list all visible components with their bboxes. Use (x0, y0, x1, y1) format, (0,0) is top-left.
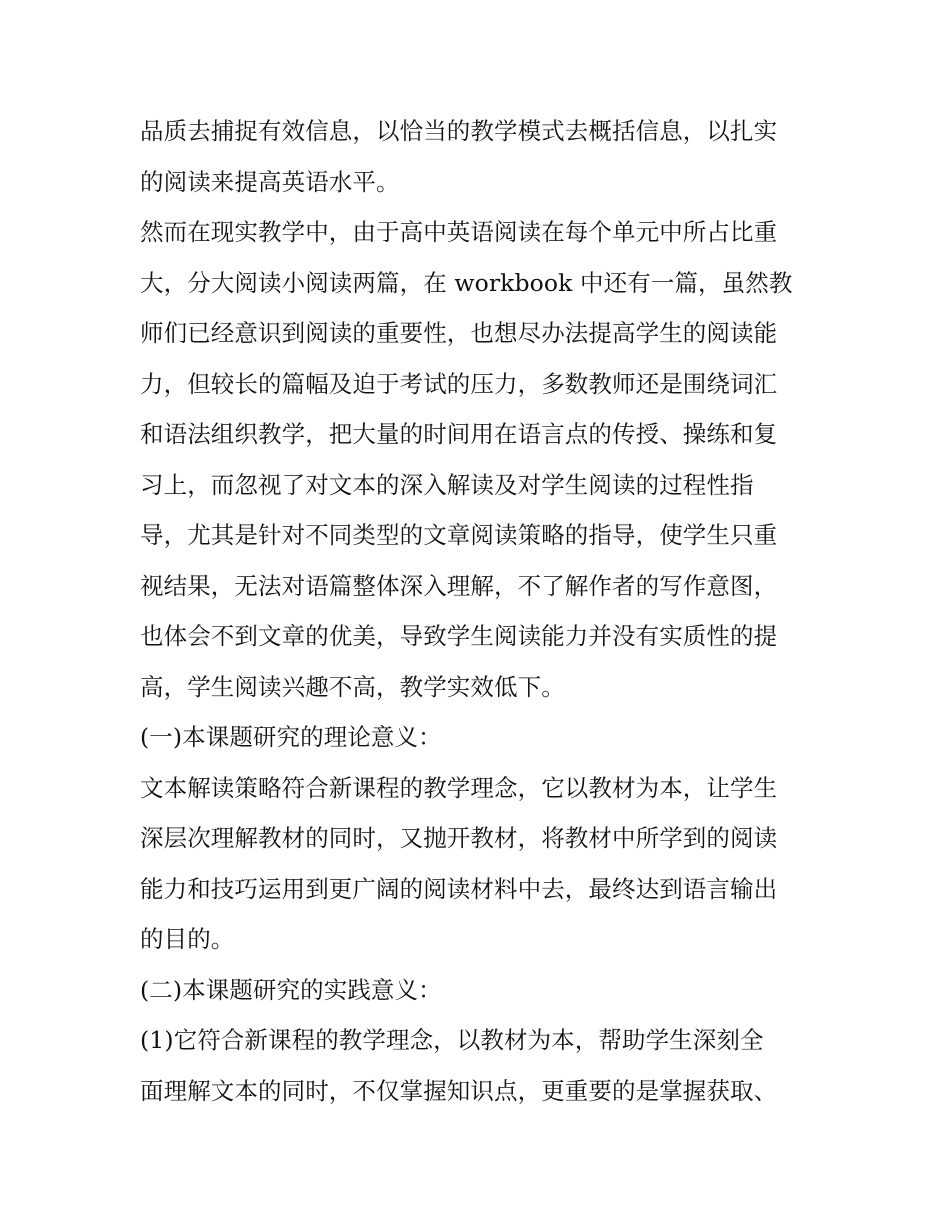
text-line-3: 然而在现实教学中，由于高中英语阅读在每个单元中所占比重 (140, 218, 778, 246)
text-line-8: 习上，而忽视了对文本的深入解读及对学生阅读的过程性指 (140, 470, 754, 499)
text-line-6: 力，但较长的篇幅及迫于考试的压力，多数教师还是围绕词汇 (140, 369, 778, 398)
section-heading-theory: (一)本课题研究的理论意义： (140, 723, 442, 751)
text-line-20: 面理解文本的同时，不仅掌握知识点，更重要的是掌握获取、 (140, 1076, 778, 1105)
text-line-9: 导，尤其是针对不同类型的文章阅读策略的指导，使学生只重 (140, 521, 778, 549)
text-line-11: 也体会不到文章的优美，导致学生阅读能力并没有实质性的提 (140, 622, 778, 650)
text-line-4: 大，分大阅读小阅读两篇，在 workbook 中还有一篇，虽然教 (140, 268, 793, 297)
text-line-19: (1)它符合新课程的教学理念，以教材为本，帮助学生深刻全 (140, 1026, 764, 1054)
text-line-7: 和语法组织教学，把大量的时间用在语言点的传授、操练和复 (140, 420, 778, 448)
text-line-2: 的阅读来提高英语水平。 (140, 167, 400, 196)
text-line-1: 品质去捕捉有效信息，以恰当的教学模式去概括信息，以扎实 (140, 117, 778, 145)
section-heading-practice: (二)本课题研究的实践意义： (140, 975, 442, 1004)
text-line-10: 视结果，无法对语篇整体深入理解，不了解作者的写作意图， (140, 571, 778, 600)
text-line-15: 深层次理解教材的同时，又抛开教材，将教材中所学到的阅读 (140, 824, 778, 852)
document-body (140, 106, 816, 1116)
text-line-14: 文本解读策略符合新课程的教学理念，它以教材为本，让学生 (140, 773, 778, 802)
text-line-12: 高，学生阅读兴趣不高，教学实效低下。 (140, 672, 565, 701)
text-line-17: 的目的。 (140, 925, 235, 953)
text-line-16: 能力和技巧运用到更广阔的阅读材料中去，最终达到语言输出 (140, 874, 778, 903)
text-line-5: 师们已经意识到阅读的重要性，也想尽办法提高学生的阅读能 (140, 319, 778, 347)
